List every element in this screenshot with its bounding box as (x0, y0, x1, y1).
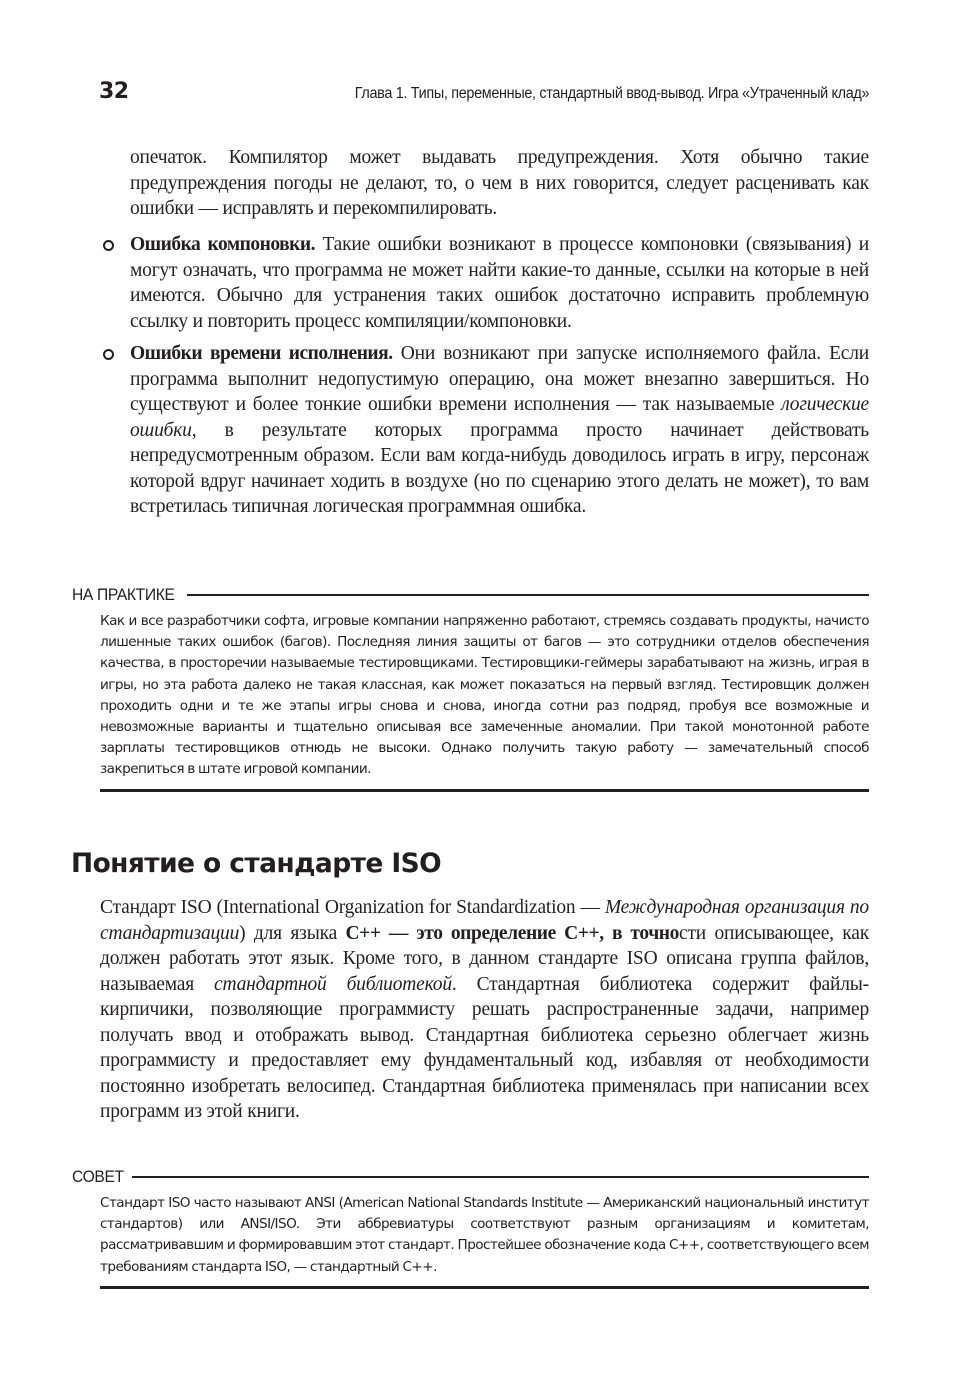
term-link-error: Ошибка компоновки. (130, 234, 315, 255)
hollow-circle-bullet-icon (103, 240, 114, 251)
tip-text: Стандарт ISO часто называют ANSI (American National Standards Institute — Американский национальный институт стандартов) или ANSI/ISO. Эти аббревиатуры соответствуют разным организациям и комитетам, рассматривавшим и формировавшим этот стандарт. Простейшее обозначение кода C++, соответствующего всем требованиям стандарта ISO, — стандартный C++. (100, 1195, 869, 1275)
page-number: 32 (99, 79, 129, 104)
cpp-definition-bold: C++ — это определение C++, в точно (345, 922, 679, 944)
list-item-runtime-error (100, 341, 869, 520)
practice-sidebar (72, 584, 869, 792)
iso-text-4: . Стандартная библиотека содержит файлы-кирпичики, позволяющие программисту решать распространенные задачи, например получать ввод и отображать вывод. Стандартная библиотека серьезно облегчает жизнь программисту и предоставляет ему фундаментальный код, избавляя от необходимости постоянно изобретать велосипед. Стандартная библиотека применялась при написании всех программ из этой книги. (100, 973, 869, 1122)
list-item-link-error (100, 232, 869, 334)
runtime-error-description-start: Они возникают при запуске исполняемого файла. Если программа выполнит недопустимую операцию, она может внезапно завершиться. Но существуют и более тонкие ошибки времени исполнения — так называемые (130, 343, 870, 415)
iso-text-3: сти описывающее, как должен работать этот язык. Кроме того, в данном стандарте ISO описана группа файлов, называемая (100, 922, 870, 995)
iso-paragraph (100, 895, 869, 1125)
iso-text-1: Стандарт ISO (International Organization for Standardization — (100, 897, 605, 918)
section-heading-iso: Понятие о стандарте ISO (71, 848, 442, 879)
term-runtime-error: Ошибки времени исполнения. (130, 343, 393, 364)
tip-label: СОВЕТ (72, 1167, 124, 1186)
practice-bottom-rule (100, 789, 869, 792)
logic-errors-term: логические ошибки (130, 394, 869, 441)
practice-top-rule (187, 594, 869, 596)
practice-text: Как и все разработчики софта, игровые компании напряженно работают, стремясь создавать продукты, начисто лишенные таких ошибок (багов). Последняя линия защиты от багов — это сотрудники отделов обеспечения качества, в просторечии называемые тестировщиками. Тестировщики-геймеры зарабатывают на жизнь, играя в игры, но эта работа далеко не такая классная, как может показаться на первый взгляд. Тестировщик должен проходить одни и те же этапы игры снова и снова, иногда сотни раз подряд, пробуя все возможные и невозможные варианты и тщательно описывая все замеченные аномалии. При такой монотонной работе зарплаты тестировщиков отнюдь не высоки. Однако получить такую работу — замечательный способ закрепиться в штате игровой компании. (100, 613, 869, 778)
practice-label: НА ПРАКТИКЕ (72, 585, 175, 604)
tip-bottom-rule (100, 1286, 869, 1289)
tip-top-rule (132, 1176, 869, 1178)
continuation-paragraph: опечаток. Компилятор может выдавать предупреждения. Хотя обычно такие предупреждения погоды не делают, то, о чем в них говорится, следует расценивать как ошибки — исправлять и перекомпилировать. (130, 147, 869, 219)
error-types-list (100, 232, 869, 520)
hollow-circle-bullet-icon (103, 349, 114, 360)
iso-text-2: ) для языка (239, 922, 346, 944)
practice-sidebar-header (72, 584, 869, 606)
chapter-title: Глава 1. Типы, переменные, стандартный ввод-вывод. Игра «Утраченный клад» (354, 85, 869, 102)
running-head (99, 79, 869, 107)
tip-sidebar (72, 1166, 869, 1289)
tip-sidebar-header (72, 1166, 869, 1188)
standard-library-italic: стандартной библиотекой (214, 973, 452, 995)
runtime-error-description-end: , в результате которых программа просто начинает действовать непредусмотренным образом. Если вам когда-нибудь доводилось играть в игру, персонаж которой вдруг начинает ходить в воздухе (но по сценарию этого делать не может), то вам встретилась типичная логическая программная ошибка. (130, 419, 869, 517)
iso-org-italic: Международная организация по стандартизации (100, 897, 869, 944)
link-error-description: Такие ошибки возникают в процессе компоновки (связывания) и могут означать, что программа не может найти какие-то данные, ссылки на которые в ней имеются. Обычно для устранения таких ошибок достаточно исправить проблемную ссылку и повторить процесс компиляции/компоновки. (130, 234, 869, 332)
